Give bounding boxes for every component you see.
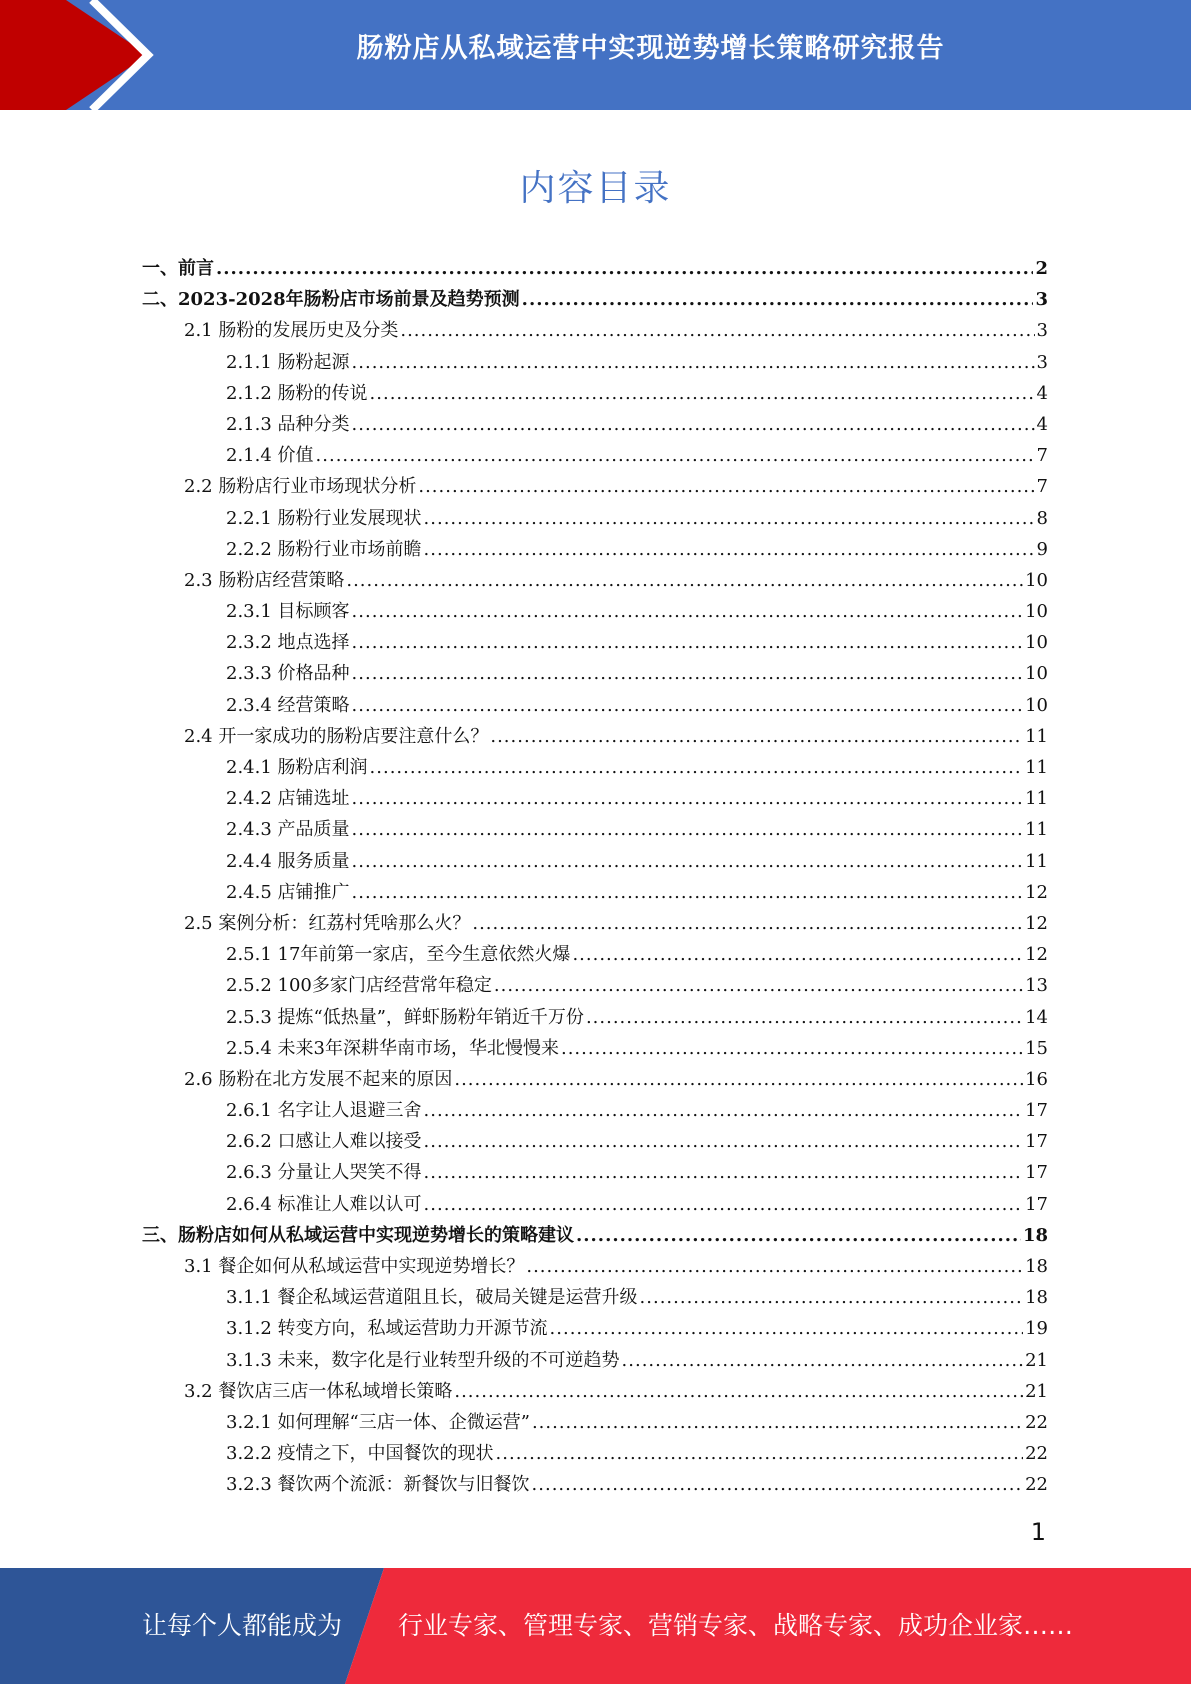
- toc-entry-page: 2: [1035, 258, 1048, 279]
- toc-leader-dots: [352, 596, 1024, 627]
- toc-leader-dots: [454, 1376, 1023, 1407]
- toc-entry-title: 2.5.3 提炼“低热量”，鲜虾肠粉年销近千万份: [226, 1006, 584, 1028]
- toc-leader-dots: [424, 1157, 1024, 1188]
- toc-entry-page: 19: [1025, 1318, 1048, 1340]
- toc-entry-page: 3: [1035, 289, 1048, 311]
- toc-entry-title: 2.3.2 地点选择: [226, 632, 350, 654]
- toc-entry-title: 2.4.5 店铺推广: [226, 881, 350, 903]
- toc-entry-title: 2.5.4 未来3年深耕华南市场，华北慢慢来: [226, 1037, 559, 1059]
- toc-entry-title: 3.2.1 如何理解“三店一体、企微运营”: [226, 1411, 530, 1433]
- toc-leader-dots: [494, 970, 1023, 1001]
- toc-leader-dots: [418, 471, 1034, 502]
- toc-entry-title: 2.6.2 口感让人难以接受: [226, 1131, 422, 1153]
- toc-entry-title: 3.2 餐饮店三店一体私域增长策略: [184, 1380, 453, 1402]
- toc-entry-title: 2.4 开一家成功的肠粉店要注意什么？: [184, 725, 489, 747]
- header-banner: [0, 0, 1191, 110]
- toc-leader-dots: [424, 1095, 1024, 1126]
- toc-entry-title: 2.6.3 分量让人哭笑不得: [226, 1162, 422, 1184]
- toc-leader-dots: [352, 409, 1035, 440]
- toc-entry-title: 2.1.3 品种分类: [226, 413, 350, 435]
- toc-entry[interactable]: [142, 1282, 1048, 1313]
- toc-leader-dots: [532, 1469, 1024, 1500]
- toc-entry[interactable]: [142, 1345, 1048, 1376]
- toc-entry[interactable]: [142, 440, 1048, 471]
- toc-entry-page: 17: [1025, 1131, 1048, 1153]
- toc-leader-dots: [352, 783, 1024, 814]
- toc-leader-dots: [532, 1407, 1023, 1438]
- toc-entry[interactable]: [142, 1313, 1048, 1344]
- toc-entry[interactable]: [142, 627, 1048, 658]
- toc-entry[interactable]: [142, 877, 1048, 908]
- toc-heading: 内容目录: [519, 168, 672, 209]
- toc-entry[interactable]: [142, 721, 1048, 752]
- toc-leader-dots: [352, 877, 1024, 908]
- toc-entry[interactable]: [142, 253, 1048, 284]
- toc-entry-title: 2.3 肠粉店经营策略: [184, 569, 345, 591]
- toc-entry[interactable]: [142, 1126, 1048, 1157]
- toc-entry-page: 11: [1025, 757, 1048, 778]
- toc-entry-page: 11: [1025, 819, 1048, 841]
- toc-entry-title: 2.5.1 17年前第一家店，至今生意依然火爆: [226, 944, 571, 966]
- toc-leader-dots: [522, 284, 1034, 315]
- toc-entry-page: 3: [1036, 320, 1048, 342]
- toc-entry[interactable]: [142, 1220, 1048, 1251]
- toc-entry[interactable]: [142, 1033, 1048, 1064]
- toc-entry-page: 17: [1025, 1100, 1048, 1122]
- toc-entry-page: 12: [1025, 944, 1048, 966]
- toc-entry-title: 2.4.1 肠粉店利润: [226, 757, 368, 778]
- toc-entry-page: 10: [1025, 694, 1048, 716]
- toc-leader-dots: [352, 814, 1024, 845]
- toc-entry[interactable]: [142, 1376, 1048, 1407]
- toc-leader-dots: [454, 1064, 1023, 1095]
- toc-entry[interactable]: [142, 1095, 1048, 1126]
- toc-entry-title: 2.5.2 100多家门店经营常年稳定: [226, 975, 492, 997]
- toc-entry-page: 9: [1036, 538, 1048, 560]
- toc-entry-page: 10: [1025, 569, 1048, 591]
- toc-entry[interactable]: [142, 471, 1048, 502]
- toc-entry[interactable]: [142, 347, 1048, 378]
- toc-leader-dots: [526, 1251, 1023, 1282]
- toc-entry[interactable]: [142, 534, 1048, 565]
- toc-entry[interactable]: [142, 596, 1048, 627]
- toc-entry-page: 10: [1025, 632, 1048, 654]
- footer-banner: [0, 1568, 1191, 1684]
- toc-entry-page: 15: [1025, 1037, 1048, 1059]
- toc-entry-title: 2.2.1 肠粉行业发展现状: [226, 507, 422, 529]
- toc-leader-dots: [400, 315, 1034, 346]
- toc-entry[interactable]: [142, 908, 1048, 939]
- toc-leader-dots: [352, 690, 1024, 721]
- toc-entry-title: 2.4.4 服务质量: [226, 850, 350, 872]
- toc-entry[interactable]: [142, 1251, 1048, 1282]
- toc-entry[interactable]: [142, 378, 1048, 409]
- toc-entry-title: 3.2.3 餐饮两个流派：新餐饮与旧餐饮: [226, 1474, 530, 1496]
- toc-entry[interactable]: [142, 658, 1048, 689]
- toc-leader-dots: [550, 1313, 1024, 1344]
- toc-entry[interactable]: [142, 409, 1048, 440]
- toc-entry-page: 11: [1025, 850, 1048, 872]
- toc-entry-page: 10: [1025, 663, 1048, 685]
- toc-entry[interactable]: [142, 814, 1048, 845]
- toc-entry-page: 11: [1025, 725, 1048, 747]
- toc-leader-dots: [352, 846, 1024, 877]
- toc-entry[interactable]: [142, 1002, 1048, 1033]
- toc-entry-page: 22: [1025, 1443, 1048, 1465]
- page-number: 1: [1030, 1518, 1046, 1546]
- toc-leader-dots: [640, 1282, 1024, 1313]
- toc-entry-title: 3.1.1 餐企私域运营道阻且长，破局关键是运营升级: [226, 1287, 638, 1309]
- toc-entry[interactable]: [142, 846, 1048, 877]
- table-of-contents: [142, 253, 1048, 1501]
- toc-entry-title: 2.4.3 产品质量: [226, 819, 350, 841]
- toc-entry-page: 7: [1036, 445, 1048, 467]
- toc-entry-page: 4: [1036, 413, 1048, 435]
- toc-entry[interactable]: [142, 315, 1048, 346]
- toc-entry[interactable]: [142, 1469, 1048, 1500]
- toc-entry-page: 18: [1025, 1256, 1048, 1277]
- toc-leader-dots: [424, 534, 1035, 565]
- toc-entry-page: 21: [1025, 1380, 1048, 1402]
- toc-leader-dots: [370, 752, 1024, 783]
- toc-entry-page: 12: [1025, 912, 1048, 934]
- toc-entry-page: 4: [1036, 382, 1048, 404]
- toc-entry-page: 8: [1036, 507, 1048, 529]
- toc-leader-dots: [490, 721, 1023, 752]
- toc-leader-dots: [316, 440, 1035, 471]
- toc-leader-dots: [572, 939, 1023, 970]
- toc-leader-dots: [424, 1126, 1024, 1157]
- toc-entry[interactable]: [142, 970, 1048, 1001]
- toc-leader-dots: [352, 627, 1024, 658]
- toc-entry-page: 7: [1036, 476, 1048, 498]
- footer-slogan-right: 行业专家、管理专家、营销专家、战略专家、成功企业家……: [398, 1611, 1074, 1640]
- toc-leader-dots: [346, 565, 1023, 596]
- toc-entry-title: 3.2.2 疫情之下，中国餐饮的现状: [226, 1443, 494, 1465]
- toc-entry-title: 2.1.2 肠粉的传说: [226, 382, 368, 404]
- toc-entry-page: 3: [1036, 351, 1048, 373]
- report-title: 肠粉店从私域运营中实现逆势增长策略研究报告: [356, 33, 945, 64]
- toc-leader-dots: [352, 658, 1024, 689]
- toc-entry-title: 2.6.1 名字让人退避三舍: [226, 1100, 422, 1122]
- toc-entry-title: 2.3.3 价格品种: [226, 663, 350, 685]
- toc-entry-title: 2.6.4 标准让人难以认可: [226, 1193, 422, 1215]
- toc-leader-dots: [496, 1438, 1024, 1469]
- toc-leader-dots: [586, 1002, 1023, 1033]
- toc-entry-title: 3.1 餐企如何从私域运营中实现逆势增长？: [184, 1256, 525, 1277]
- footer-slogan-left: 让每个人都能成为: [142, 1611, 343, 1640]
- toc-entry-page: 17: [1025, 1193, 1048, 1215]
- toc-entry-title: 二、2023-2028年肠粉店市场前景及趋势预测: [142, 289, 520, 311]
- toc-entry-title: 2.6 肠粉在北方发展不起来的原因: [184, 1068, 453, 1090]
- toc-entry-page: 12: [1025, 881, 1048, 903]
- toc-leader-dots: [352, 347, 1035, 378]
- toc-entry[interactable]: [142, 752, 1048, 783]
- toc-entry-page: 16: [1025, 1068, 1048, 1090]
- toc-entry-title: 2.3.1 目标顾客: [226, 601, 350, 623]
- toc-entry-title: 一、前言: [142, 258, 214, 279]
- toc-leader-dots: [216, 253, 1033, 284]
- toc-entry-page: 18: [1025, 1287, 1048, 1309]
- toc-entry-page: 13: [1025, 975, 1048, 997]
- toc-entry-page: 22: [1025, 1411, 1048, 1433]
- toc-entry[interactable]: [142, 284, 1048, 315]
- toc-entry-page: 21: [1025, 1349, 1048, 1371]
- toc-entry[interactable]: [142, 1064, 1048, 1095]
- toc-entry[interactable]: [142, 565, 1048, 596]
- toc-leader-dots: [622, 1345, 1024, 1376]
- toc-entry-page: 17: [1025, 1162, 1048, 1184]
- toc-entry[interactable]: [142, 783, 1048, 814]
- toc-entry-page: 18: [1022, 1224, 1048, 1246]
- toc-leader-dots: [370, 378, 1035, 409]
- toc-entry-page: 22: [1025, 1474, 1048, 1496]
- toc-entry[interactable]: [142, 1157, 1048, 1188]
- toc-leader-dots: [424, 1189, 1024, 1220]
- toc-entry-title: 2.3.4 经营策略: [226, 694, 350, 716]
- toc-leader-dots: [472, 908, 1023, 939]
- toc-entry-title: 2.1 肠粉的发展历史及分类: [184, 320, 399, 342]
- toc-entry-title: 2.4.2 店铺选址: [226, 788, 350, 810]
- toc-entry-title: 2.2 肠粉店行业市场现状分析: [184, 476, 417, 498]
- toc-leader-dots: [424, 503, 1035, 534]
- toc-entry-title: 2.5 案例分析：红荔村凭啥那么火？: [184, 912, 471, 934]
- toc-entry[interactable]: [142, 503, 1048, 534]
- toc-entry-title: 3.1.2 转变方向，私域运营助力开源节流: [226, 1318, 548, 1340]
- toc-entry[interactable]: [142, 690, 1048, 721]
- toc-entry-title: 3.1.3 未来，数字化是行业转型升级的不可逆趋势: [226, 1349, 620, 1371]
- toc-entry-page: 10: [1025, 601, 1048, 623]
- toc-entry[interactable]: [142, 1438, 1048, 1469]
- toc-entry[interactable]: [142, 1189, 1048, 1220]
- toc-entry-title: 2.1.1 肠粉起源: [226, 351, 350, 373]
- toc-entry[interactable]: [142, 1407, 1048, 1438]
- toc-entry-title: 2.1.4 价值: [226, 445, 314, 467]
- toc-leader-dots: [561, 1033, 1023, 1064]
- toc-entry[interactable]: [142, 939, 1048, 970]
- toc-entry-page: 11: [1025, 788, 1048, 810]
- toc-entry-page: 14: [1025, 1006, 1048, 1028]
- toc-leader-dots: [576, 1220, 1021, 1251]
- toc-entry-title: 2.2.2 肠粉行业市场前瞻: [226, 538, 422, 560]
- toc-entry-title: 三、肠粉店如何从私域运营中实现逆势增长的策略建议: [142, 1224, 574, 1246]
